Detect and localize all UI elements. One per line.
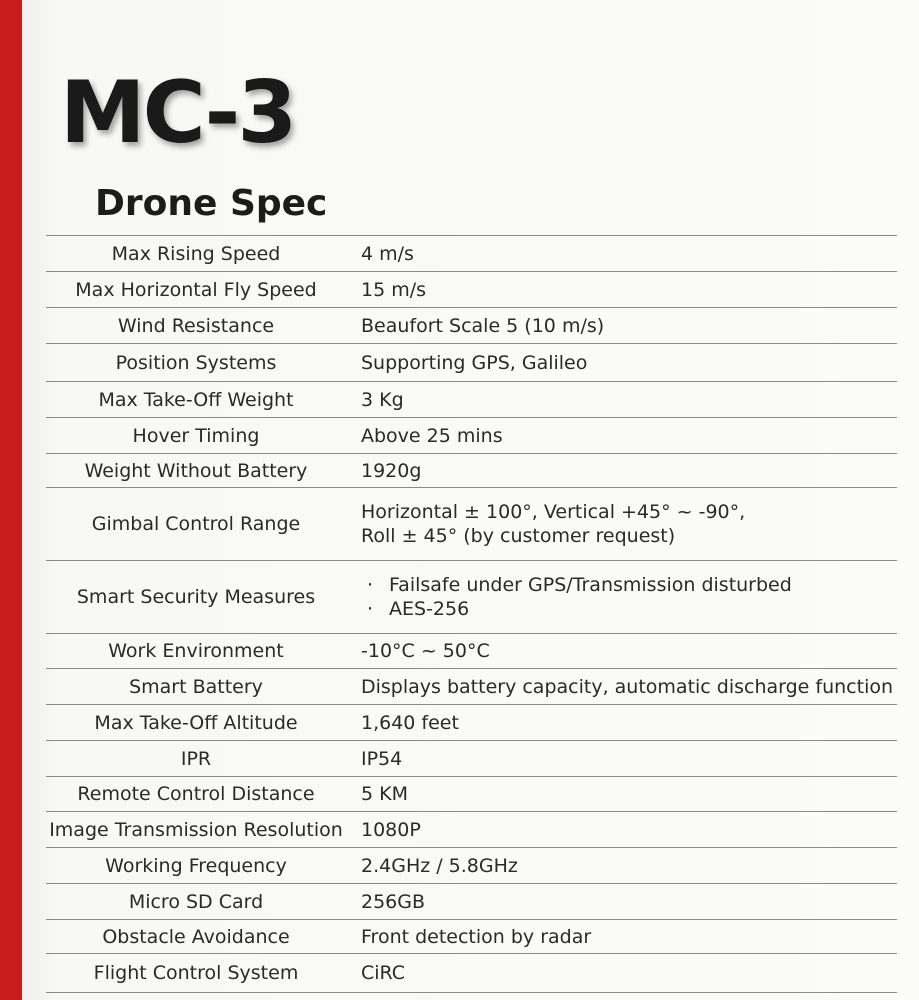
spec-value: Displays battery capacity, automatic discharge function (361, 675, 894, 698)
spec-row (46, 705, 897, 741)
spec-value-line: Roll ± 45° (by customer request) (361, 525, 676, 547)
spec-value: 5 KM (361, 783, 408, 805)
spec-value: IP54 (361, 747, 403, 770)
spec-value: Supporting GPS, Galileo (361, 351, 588, 374)
spec-label: Work Environment (108, 640, 284, 662)
bullet-icon: · (367, 574, 374, 596)
spec-row (46, 777, 897, 812)
spec-row (46, 308, 897, 344)
spec-label: Hover Timing (132, 424, 260, 447)
spec-value: 1080P (361, 818, 421, 841)
product-title: MC-3 (60, 63, 295, 163)
spec-label: Remote Control Distance (77, 783, 315, 805)
spec-label: Smart Battery (129, 675, 263, 698)
spec-label: Position Systems (115, 351, 277, 374)
spec-value: 3 Kg (361, 388, 404, 411)
spec-row (46, 812, 897, 848)
spec-label: Max Take-Off Altitude (94, 711, 298, 734)
spec-row (46, 848, 897, 884)
spec-row (46, 344, 897, 382)
spec-label: Micro SD Card (128, 890, 264, 913)
bullet-item (361, 573, 792, 597)
spec-value: Beaufort Scale 5 (10 m/s) (361, 314, 605, 337)
spec-label: Smart Security Measures (76, 586, 316, 608)
spec-value: 4 m/s (361, 242, 414, 265)
red-edge-stripe (0, 0, 22, 1000)
bullet-text: AES-256 (389, 598, 470, 620)
spec-row (46, 236, 897, 272)
spec-value: 2.4GHz / 5.8GHz (361, 854, 518, 877)
spec-value (346, 500, 745, 548)
spec-value (346, 573, 792, 621)
spec-row (46, 418, 897, 454)
spec-table (46, 235, 897, 993)
spec-row (46, 884, 897, 920)
spec-row (46, 669, 897, 705)
spec-value: 15 m/s (361, 278, 427, 301)
spec-label: Weight Without Battery (84, 459, 308, 482)
spec-row (46, 561, 897, 634)
spec-row (46, 954, 897, 993)
spec-row (46, 454, 897, 488)
bullet-text: Failsafe under GPS/Transmission disturbed (389, 574, 792, 596)
spec-label: IPR (180, 747, 212, 770)
spec-value: 256GB (361, 890, 426, 913)
spec-value: 1,640 feet (361, 711, 459, 734)
spec-label: Max Rising Speed (111, 242, 281, 265)
spec-label: Working Frequency (105, 854, 287, 877)
spec-row (46, 920, 897, 954)
spec-value-line: Horizontal ± 100°, Vertical +45° ~ -90°, (361, 501, 746, 523)
spec-label: Flight Control System (93, 962, 299, 984)
spec-label: Obstacle Avoidance (102, 925, 290, 948)
spec-label: Wind Resistance (117, 314, 275, 337)
spec-label: Image Transmission Resolution (49, 818, 343, 841)
spec-value: -10°C ~ 50°C (361, 640, 490, 662)
spec-label: Max Horizontal Fly Speed (75, 278, 317, 301)
spec-value: 1920g (361, 459, 422, 482)
spec-row (46, 382, 897, 418)
spec-value: Front detection by radar (361, 925, 592, 948)
bullet-item (361, 597, 792, 621)
spec-value: Above 25 mins (361, 424, 503, 447)
section-subtitle: Drone Spec (95, 183, 328, 224)
bullet-icon: · (367, 598, 374, 620)
spec-value: CiRC (361, 962, 406, 984)
spec-label: Max Take-Off Weight (98, 388, 294, 411)
spec-row (46, 741, 897, 777)
spec-row (46, 634, 897, 669)
spec-row (46, 272, 897, 308)
spec-row (46, 488, 897, 561)
spec-label: Gimbal Control Range (91, 513, 301, 535)
